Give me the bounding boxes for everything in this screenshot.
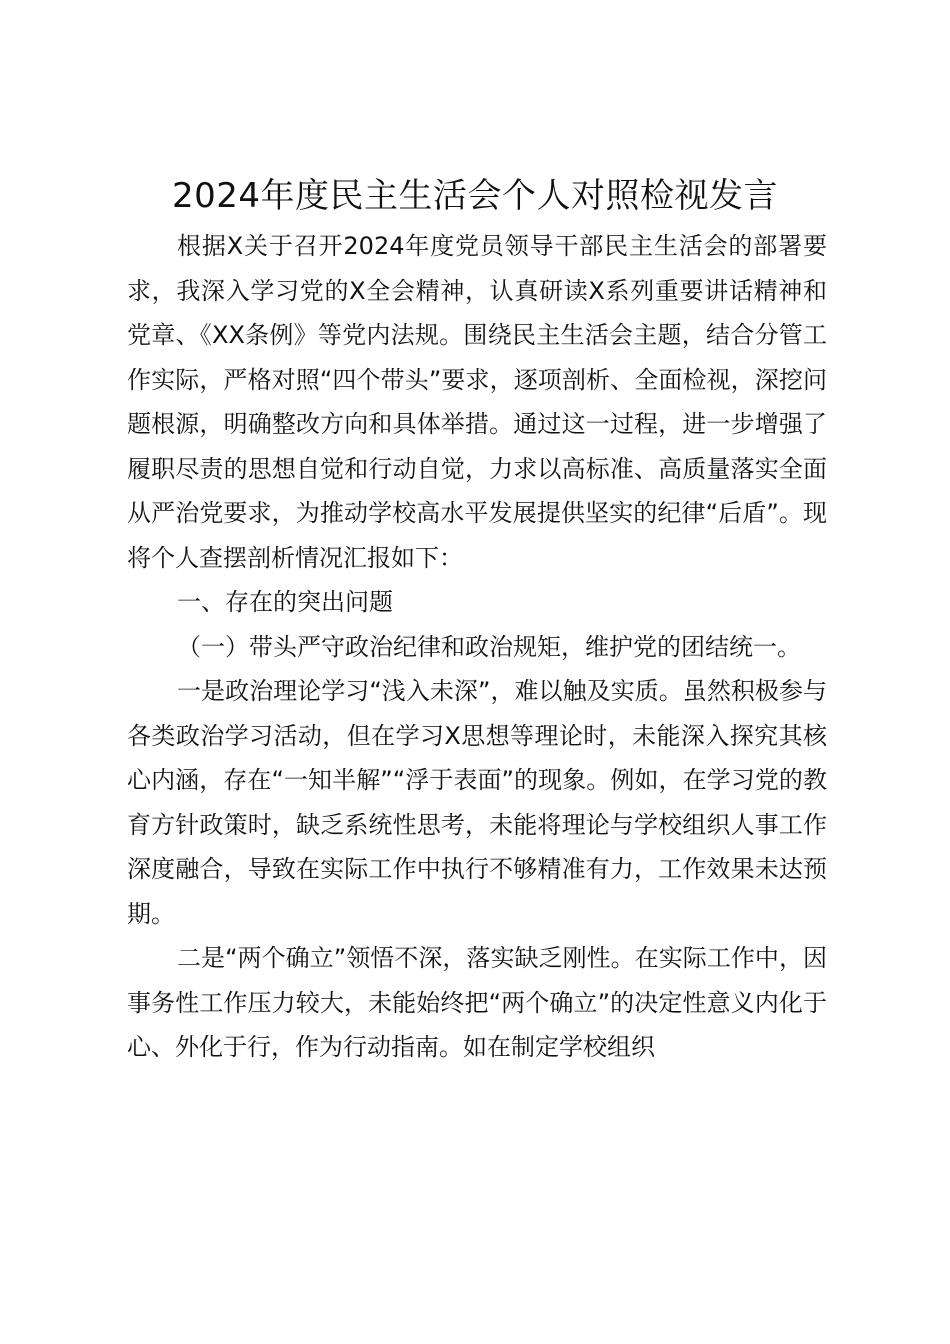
document-title: 2024年度民主生活会个人对照检视发言 xyxy=(171,176,779,216)
paragraph-intro: 根据X关于召开2024年度党员领导干部民主生活会的部署要求，我深入学习党的X全会精神，认真研读X系列重要讲话精神和党章、《XX条例》等党内法规。围绕民主生活会主题，结合分管工作实际，严格对照“四个带头”要求，逐项剖析、全面检视，深挖问题根源，明确整改方向和具体举措。通过这一过程，进一步增强了履职尽责的思想自觉和行动自觉，力求以高标准、高质量落实全面从严治党要求，为推动学校高水平发展提供坚实的纪律“后盾”。现将个人查摆剖析情况汇报如下： xyxy=(127,232,827,572)
paragraph-point-one: 一是政治理论学习“浅入未深”，难以触及实质。虽然积极参与各类政治学习活动，但在学习X思想等理论时，未能深入探究其核心内涵，存在“一知半解”“浮于表面”的现象。例如，在学习党的教育方针政策时，缺乏系统性思考，未能将理论与学校组织人事工作深度融合，导致在实际工作中执行不够精准有力，工作效果未达预期。 xyxy=(127,677,827,928)
section-heading: 一、存在的突出问题 xyxy=(177,588,393,616)
document-body xyxy=(127,224,827,1070)
paragraph-point-two: 二是“两个确立”领悟不深，落实缺乏刚性。在实际工作中，因事务性工作压力较大，未能始终把“两个确立”的决定性意义内化于心、外化于行，作为行动指南。如在制定学校组织 xyxy=(127,944,827,1061)
subsection-heading: （一）带头严守政治纪律和政治规矩，维护党的团结统一。 xyxy=(177,632,801,661)
